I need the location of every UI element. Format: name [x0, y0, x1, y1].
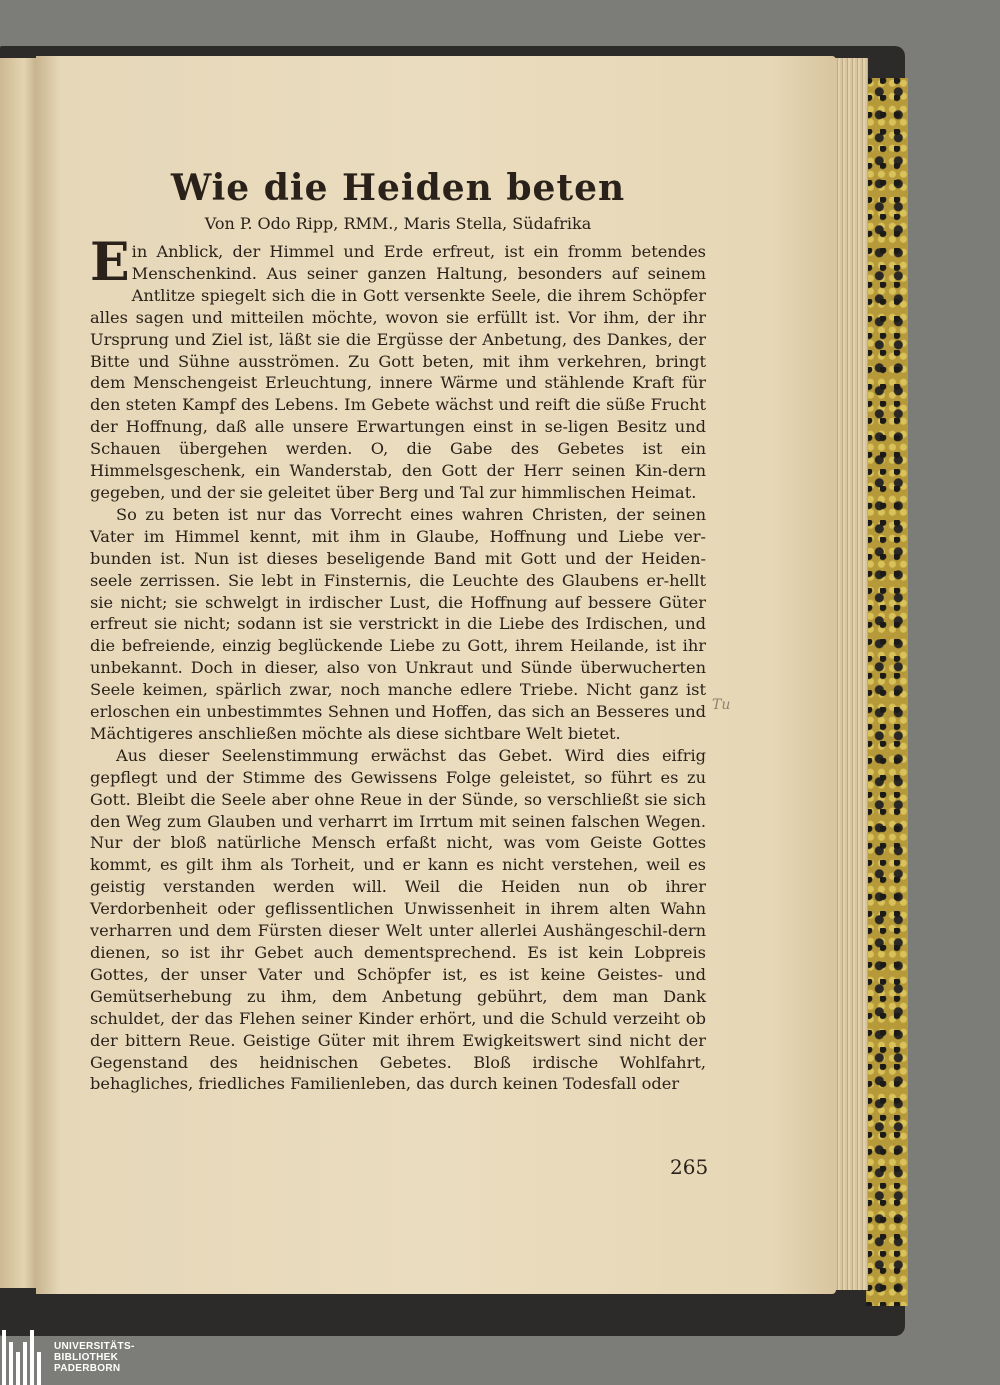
- article-title: Wie die Heiden beten: [170, 167, 626, 209]
- library-logo-icon: [0, 1330, 48, 1385]
- library-logo: [0, 1330, 150, 1385]
- paragraph: So zu beten ist nur das Vorrecht eines wahren Christen, der seinen Vater im Himmel kennt, mit ihm in Glaube, Hoffnung und Liebe ver-bunden ist. Nun ist dieses beseligende Band mit Gott und der Heiden-seele zerrissen. Sie lebt in Finsternis, die Leuchte des Glaubens er-hellt sie nicht; sie schwelgt in irdischer Lust, die Hoffnung auf bessere Güter erfreut sie nicht; sodann ist sie verstrickt in die Liebe des Irdischen, und die befreiende, einzig beglückende Liebe zu Gott, ihrem Heilande, ist ihr unbekannt. Doch in dieser, also von Unkraut und Sünde überwucherten Seele keimen, spärlich zwar, noch manche edlere Triebe. Nicht ganz ist erloschen ein unbestimmtes Sehnen und Hoffen, das sich an Besseres und Mächtigeres anschließen möchte als diese sichtbare Welt bietet.: [90, 504, 706, 743]
- handwritten-margin-note: Tu: [712, 697, 731, 713]
- article-byline: Von P. Odo Ripp, RMM., Maris Stella, Südafrika: [204, 214, 592, 233]
- paragraph: Aus dieser Seelenstimmung erwächst das Gebet. Wird dies eifrig gepflegt und der Stimme des Gewissens Folge geleistet, so führt es zu Gott. Bleibt die Seele aber ohne Reue in der Sünde, so verschließt sie sich den Weg zum Glauben und verharrt im Irrtum mit seinen falschen Wegen. Nur der bloß natürliche Mensch erfaßt nicht, was vom Geiste Gottes kommt, es gilt ihm als Torheit, und er kann es nicht verstehen, weil es geistig verstanden werden will. Weil die Heiden nun ob ihrer Verdorbenheit oder geflissentlichen Unwissenheit in ihrem alten Wahn verharren und dem Fürsten dieser Welt unter allerlei Aushängeschil-dern dienen, so ist ihr Gebet auch dementsprechend. Es ist kein Lobpreis Gottes, der unser Vater und Schöpfer ist, es ist keine Geistes- und Gemütserhebung zu ihm, dem Anbetung gebührt, dem man Dank schuldet, der das Flehen seiner Kinder erhört, und die Schuld verzeiht ob der bittern Reue. Geistige Güter mit ihrem Ewigkeitswert sind nicht der Gegenstand des heidnischen Gebetes. Bloß irdische Wohlfahrt, behagliches, friedliches Familienleben, das durch keinen Todesfall oder: [90, 745, 706, 1094]
- paragraph: Ein Anblick, der Himmel und Erde erfreut, ist ein fromm betendes Menschenkind. Aus seiner ganzen Haltung, besonders auf seinem Antlitze spiegelt sich die in Gott versenkte Seele, die ihrem Schöpfer alles sagen und mitteilen möchte, wovon sie erfüllt ist. Vor ihm, der ihr Ursprung und Ziel ist, läßt sie die Ergüsse der Anbetung, des Dankes, der Bitte und Sühne ausströmen. Zu Gott beten, mit ihm verkehren, bringt dem Menschengeist Erleuchtung, innere Wärme und stählende Kraft für den steten Kampf des Lebens. Im Gebete wächst und reift die süße Frucht der Hoffnung, daß alle unsere Erwartungen einst in se-ligen Besitz und Schauen übergehen werden. O, die Gabe des Gebetes ist ein Himmelsgeschenk, ein Wanderstab, den Gott der Herr seinen Kin-dern gegeben, und der sie geleitet über Berg und Tal zur himmlischen Heimat.: [90, 232, 706, 502]
- article-body: [90, 232, 706, 1095]
- page-number: 265: [670, 1155, 709, 1179]
- article: [90, 168, 706, 1095]
- library-logo-text: UNIVERSITÄTS- BIBLIOTHEK PADERBORN: [54, 1341, 135, 1374]
- marbled-edge: [866, 78, 908, 1306]
- left-page-edge: [0, 58, 40, 1288]
